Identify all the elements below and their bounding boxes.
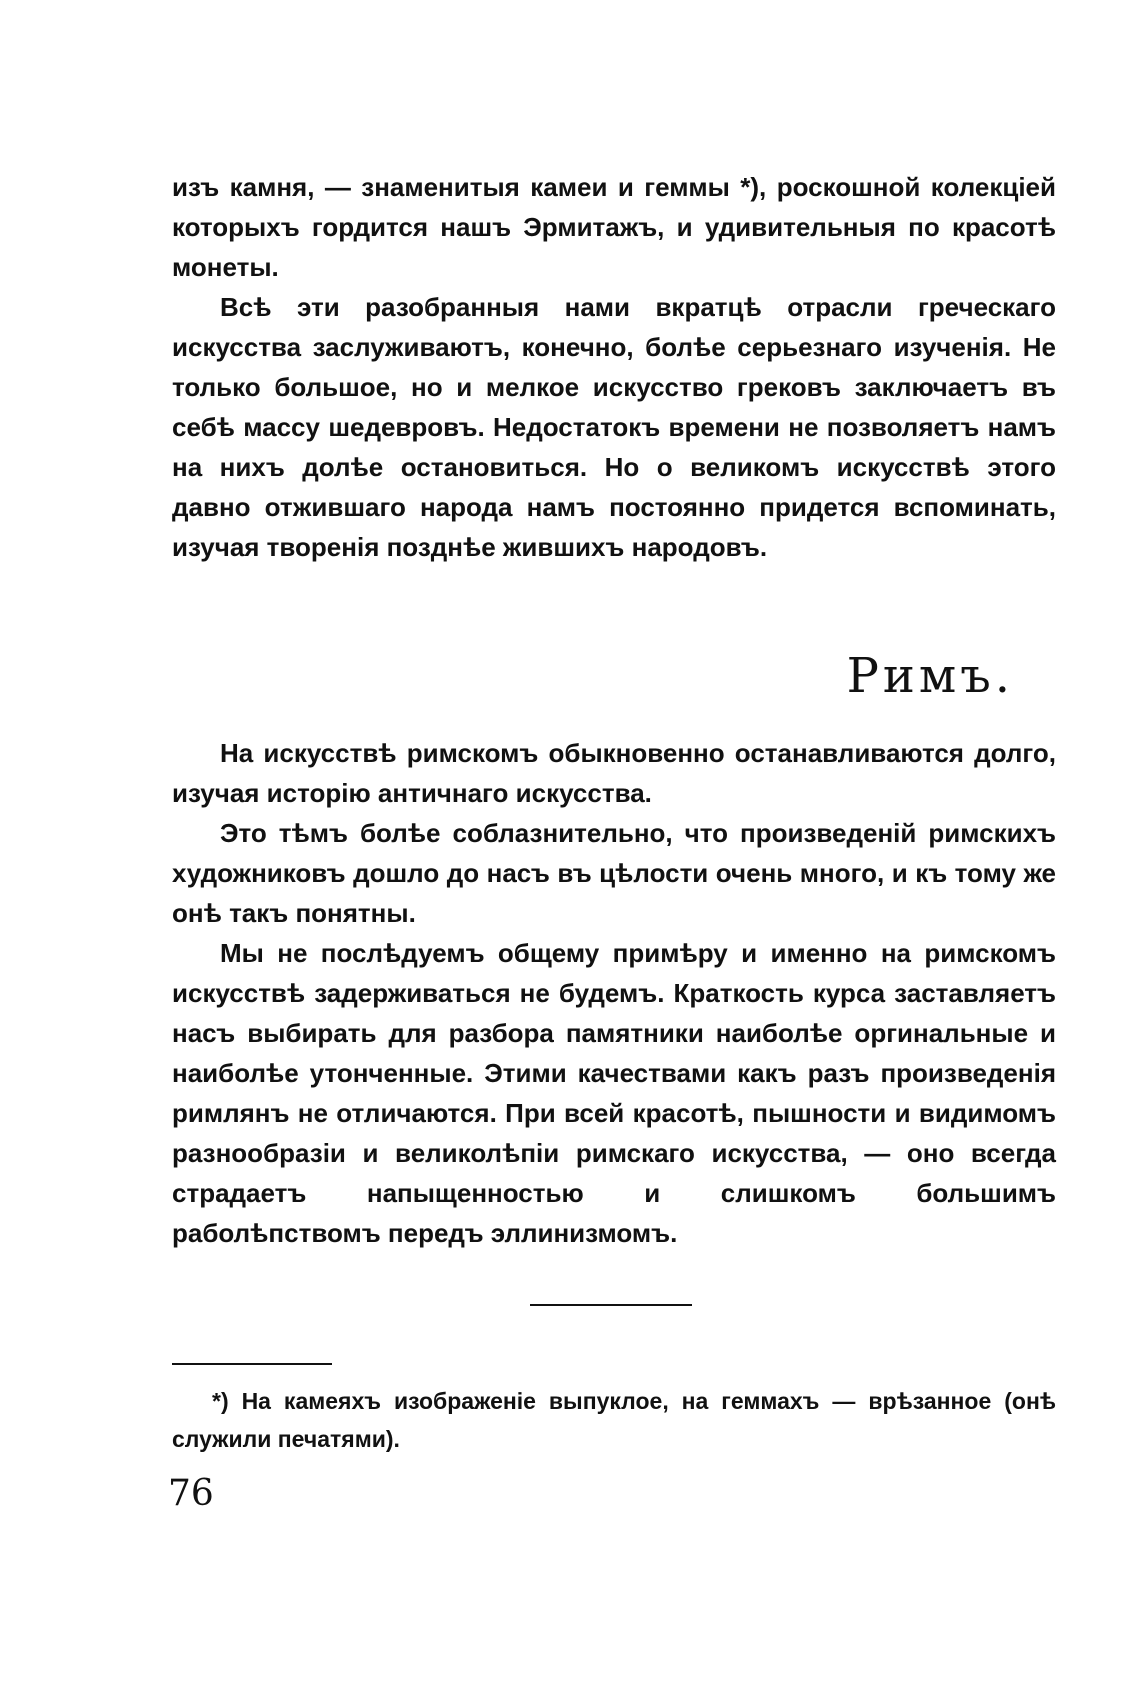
- page-number: 76: [168, 1473, 214, 1514]
- section-end-rule: [530, 1304, 692, 1306]
- paragraph-rome-critique: Мы не послѣдуемъ общему примѣру и именно на римскомъ искусствѣ задерживаться не будемъ. Краткость курса заставляетъ насъ выбирать для разбора памятники наиболѣе оргинальные и наиболѣе утонченные. Этими качествами какъ разъ произведенія римлянъ не отличаются. При всей красотѣ, пышности и видимомъ разнообразіи и великолѣпіи римскаго искусства, — оно всегда страдаетъ напыщенностью и слишкомъ большимъ раболѣпствомъ передъ эллинизмомъ.: [172, 938, 1056, 1248]
- paragraph-rome-works: Это тѣмъ болѣе соблазнительно, что произведеній римскихъ художниковъ дошло до насъ въ цѣлости очень много, и къ тому же онѣ такъ понятны.: [172, 818, 1056, 928]
- paragraph-rome-intro: На искусствѣ римскомъ обыкновенно останавливаются долго, изучая исторію античнаго искусства.: [172, 738, 1056, 808]
- paragraph-summary: Всѣ эти разобранныя нами вкратцѣ отрасли греческаго искусства заслуживаютъ, конечно, болѣе серьезнаго изученія. Не только большое, но и мелкое искусство грековъ заключаетъ въ себѣ массу шедевровъ. Недостатокъ времени не позволяетъ намъ на нихъ долѣе остановиться. Но о великомъ искусствѣ этого давно отжившаго народа намъ постоянно придется вспоминать, изучая творенія позднѣе жившихъ народовъ.: [172, 292, 1056, 562]
- section-heading: Римъ.: [846, 648, 1014, 704]
- paragraph-continuation: изъ камня, — знаменитыя камеи и геммы *), роскошной колекціей которыхъ гордится нашъ Эрмитажъ, и удивительныя по красотѣ монеты.: [172, 172, 1056, 282]
- footnote: *) На камеяхъ изображеніе выпуклое, на геммахъ — врѣзанное (онѣ служили печатями).: [172, 1388, 1056, 1452]
- footnote-separator: [172, 1363, 332, 1365]
